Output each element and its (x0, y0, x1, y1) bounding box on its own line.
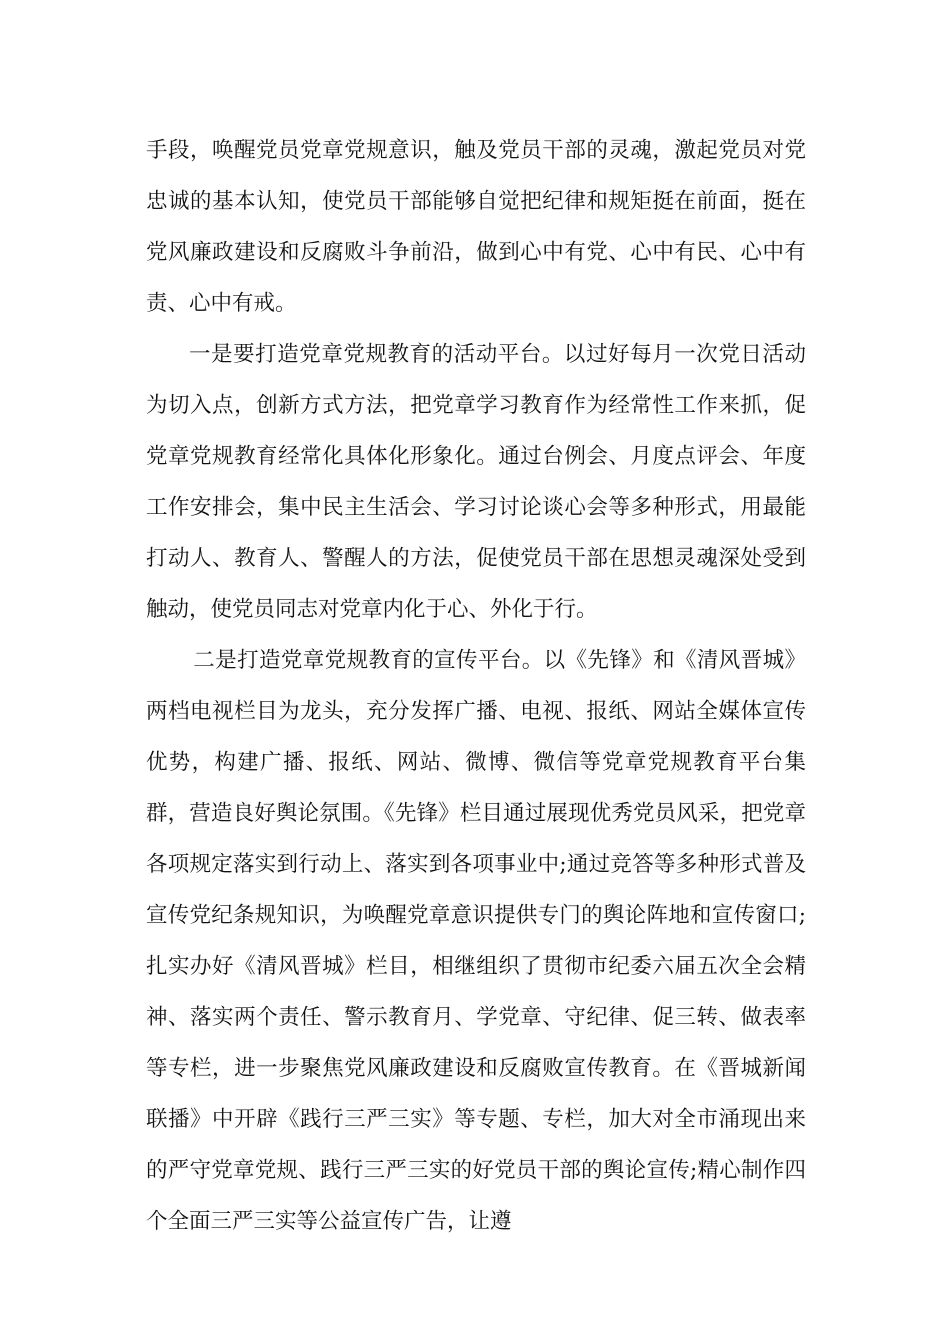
body-text (146, 125, 806, 1247)
paragraph-activity-platform: 一是要打造党章党规教育的活动平台。以过好每月一次党日活动为切入点，创新方式方法，把党章学习教育作为经常性工作来抓，促党章党规教育经常化具体化形象化。通过台例会、月度点评会、年度工作安排会，集中民主生活会、学习讨论谈心会等多种形式，用最能打动人、教育人、警醒人的方法，促使党员干部在思想灵魂深处受到触动，使党员同志对党章内化于心、外化于行。 (146, 342, 806, 622)
paragraph-continuation: 手段，唤醒党员党章党规意识，触及党员干部的灵魂，激起党员对党忠诚的基本认知，使党员干部能够自觉把纪律和规矩挺在前面，挺在党风廉政建设和反腐败斗争前沿，做到心中有党、心中有民、心中有责、心中有戒。 (146, 138, 806, 316)
paragraph-publicity-platform: 二是打造党章党规教育的宣传平台。以《先锋》和《清风晋城》两档电视栏目为龙头，充分发挥广播、电视、报纸、网站全媒体宣传优势，构建广播、报纸、网站、微博、微信等党章党规教育平台集群，营造良好舆论氛围。《先锋》栏目通过展现优秀党员风采，把党章各项规定落实到行动上、落实到各项事业中;通过竞答等多种形式普及宣传党纪条规知识，为唤醒党章意识提供专门的舆论阵地和宣传窗口;扎实办好《清风晋城》栏目，相继组织了贯彻市纪委六届五次全会精神、落实两个责任、警示教育月、学党章、守纪律、促三转、做表率等专栏，进一步聚焦党风廉政建设和反腐败宣传教育。在《晋城新闻联播》中开辟《践行三严三实》等专题、专栏，加大对全市涌现出来的严守党章党规、践行三严三实的好党员干部的舆论宣传;精心制作四个全面三严三实等公益宣传广告，让遵 (146, 648, 806, 1234)
